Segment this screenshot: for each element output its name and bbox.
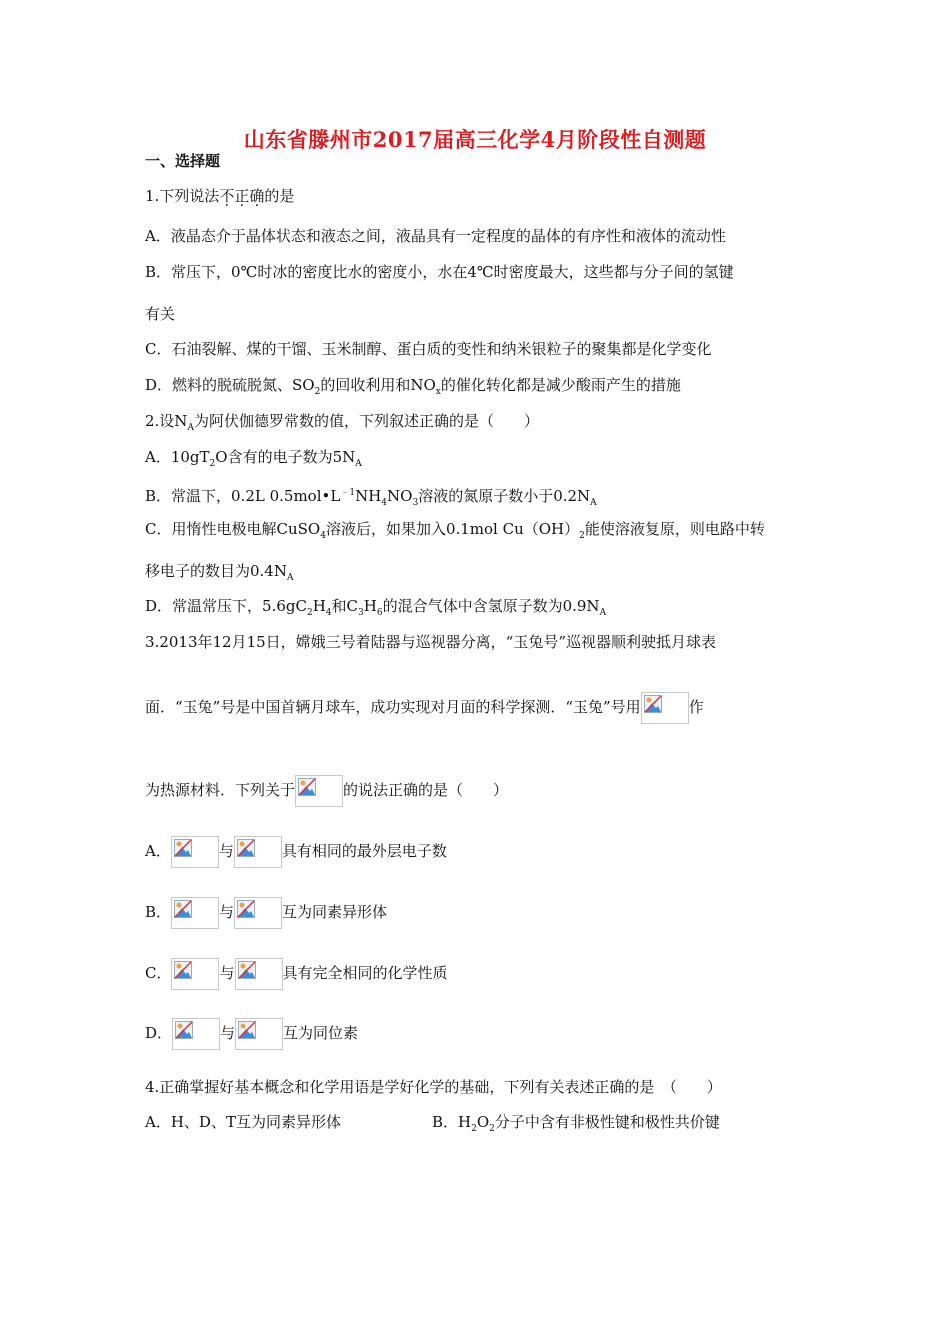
q1-option-c: C．石油裂解、煤的干馏、玉米制醇、蛋白质的变性和纳米银粒子的聚集都是化学变化 — [145, 340, 712, 358]
q3-option-b: B． 与 互为同素异形体 — [145, 897, 387, 929]
q3-option-c: C． 与 具有完全相同的化学性质 — [145, 958, 448, 990]
q2-option-a: A．$10gT_2O$含有的电子数为$5N_A$ — [145, 448, 362, 469]
broken-image-icon — [171, 897, 219, 929]
q3-stem-line1: 3.2013年12月15日，嫦娥三号着陆器与巡视器分离，“玉兔号”巡视器顺利驶抵月球表 — [145, 633, 716, 651]
q1-option-b: B．常压下，0℃时冰的密度比水的密度小，水在4℃时密度最大，这些都与分子间的氢键 — [145, 263, 734, 281]
broken-image-icon — [171, 958, 219, 990]
broken-image-icon — [171, 836, 219, 868]
broken-image-icon — [234, 897, 282, 929]
page-title: 山东省滕州市2017届高三化学4月阶段性自测题 — [243, 127, 707, 152]
q4-option-a: A．H、D、T互为同素异形体 — [145, 1113, 341, 1131]
q2-option-c: C．用惰性电极电解CuSO$_4$溶液后，如果加入0.1mol $Cu(OH)_2$能使溶液复原，则电路中转 — [145, 520, 765, 541]
section-heading: 一、选择题 — [145, 152, 221, 170]
broken-image-icon — [641, 692, 689, 724]
broken-image-icon — [172, 1018, 220, 1050]
broken-image-icon — [235, 1018, 283, 1050]
q2-stem: 2.设$N_A$为阿伏伽德罗常数的值，下列叙述正确的是（ ） — [145, 412, 539, 433]
q3-option-d: D． 与 互为同位素 — [145, 1018, 358, 1050]
q3-option-a: A． 与 具有相同的最外层电子数 — [145, 836, 447, 868]
broken-image-icon — [235, 958, 283, 990]
q4-stem: 4.正确掌握好基本概念和化学用语是学好化学的基础，下列有关表述正确的是 （ ） — [145, 1078, 722, 1096]
q2-option-b: B．常温下，0.2L $0.5mol•L^{﹣1}NH_4NO_3$溶液的氮原子数小于$0.2N_A$ — [145, 487, 597, 508]
broken-image-icon — [295, 775, 343, 807]
broken-image-icon — [234, 836, 282, 868]
q1-option-d: D．燃料的脱硫脱氮、$SO_2$的回收利用和$NO_x$的催化转化都是减少酸雨产生的措施 — [145, 376, 681, 397]
q1-option-b-cont: 有关 — [145, 305, 176, 323]
q1-stem: 1.下列说法不正确的是 — [145, 187, 295, 205]
q3-stem-line3: 为热源材料．下列关于 的说法正确的是（ ） — [145, 775, 508, 807]
q2-option-c-cont: 移电子的数目为$0.4N_A$ — [145, 562, 294, 583]
q2-option-d: D．常温常压下，$5.6gC_2H_4$和$C_3H_6$的混合气体中含氢原子数为$0.9N_A$ — [145, 597, 607, 618]
q3-stem-line2: 面．“玉兔”号是中国首辆月球车，成功实现对月面的科学探测．“玉兔”号用 作 — [145, 692, 704, 724]
q1-option-a: A．液晶态介于晶体状态和液态之间，液晶具有一定程度的晶体的有序性和液体的流动性 — [145, 227, 726, 245]
q4-option-b: B．$H_2O_2$分子中含有非极性键和极性共价键 — [432, 1113, 720, 1134]
